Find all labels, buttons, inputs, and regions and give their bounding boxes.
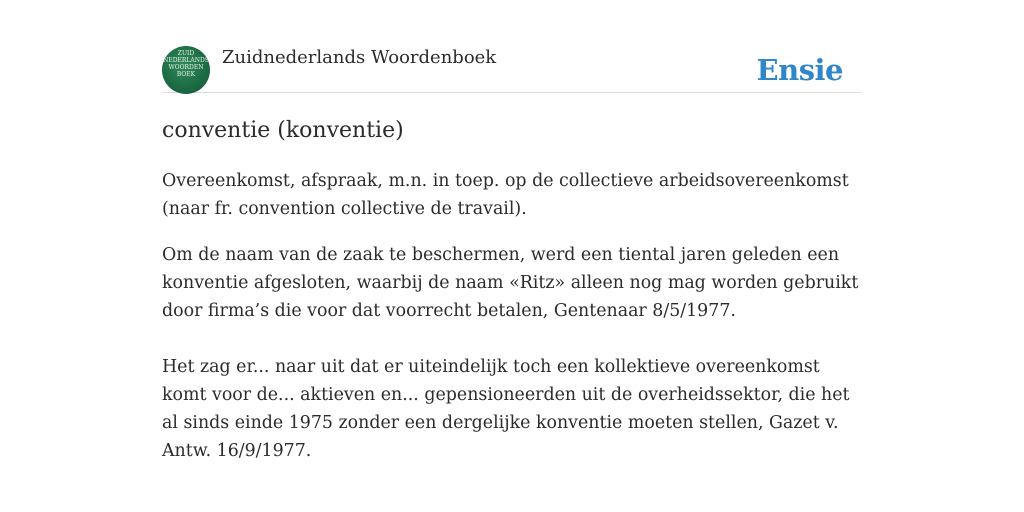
dictionary-logo[interactable] [162,46,210,94]
ensie-logo[interactable]: Ensie [756,53,843,87]
entry-card [162,44,862,465]
headword: conventie (konventie) [162,118,404,143]
logo-text-line: NEDERLANDS [163,57,209,64]
dictionary-name[interactable]: Zuidnederlands Woordenboek [222,47,497,68]
definition: Overeenkomst, afspraak, m.n. in toep. op de collectieve arbeidsovereenkomst (naar fr. convention collective de travail). [162,171,849,219]
header [162,44,862,93]
logo-text-line: ZUID [177,50,195,57]
examples [162,241,862,465]
example-quote: Het zag er... naar uit dat er uiteindelijk toch een kollektieve overeenkomst komt voor de... aktieven en... gepensioneerden uit de overheidssektor, die het al sinds einde 1975 zonder een dergelijke konventie moeten stellen, Gazet v. Antw. 16/9/1977. [162,357,850,461]
logo-text-line: BOEK [176,71,196,78]
example-quote: Om de naam van de zaak te beschermen, werd een tiental jaren geleden een konventie afgesloten, waarbij de naam «Ritz» alleen nog mag worden gebruikt door firma’s die voor dat voorrecht betalen, Gentenaar 8/5/1977. [162,245,859,321]
logo-text-line: WOORDEN [168,64,204,71]
